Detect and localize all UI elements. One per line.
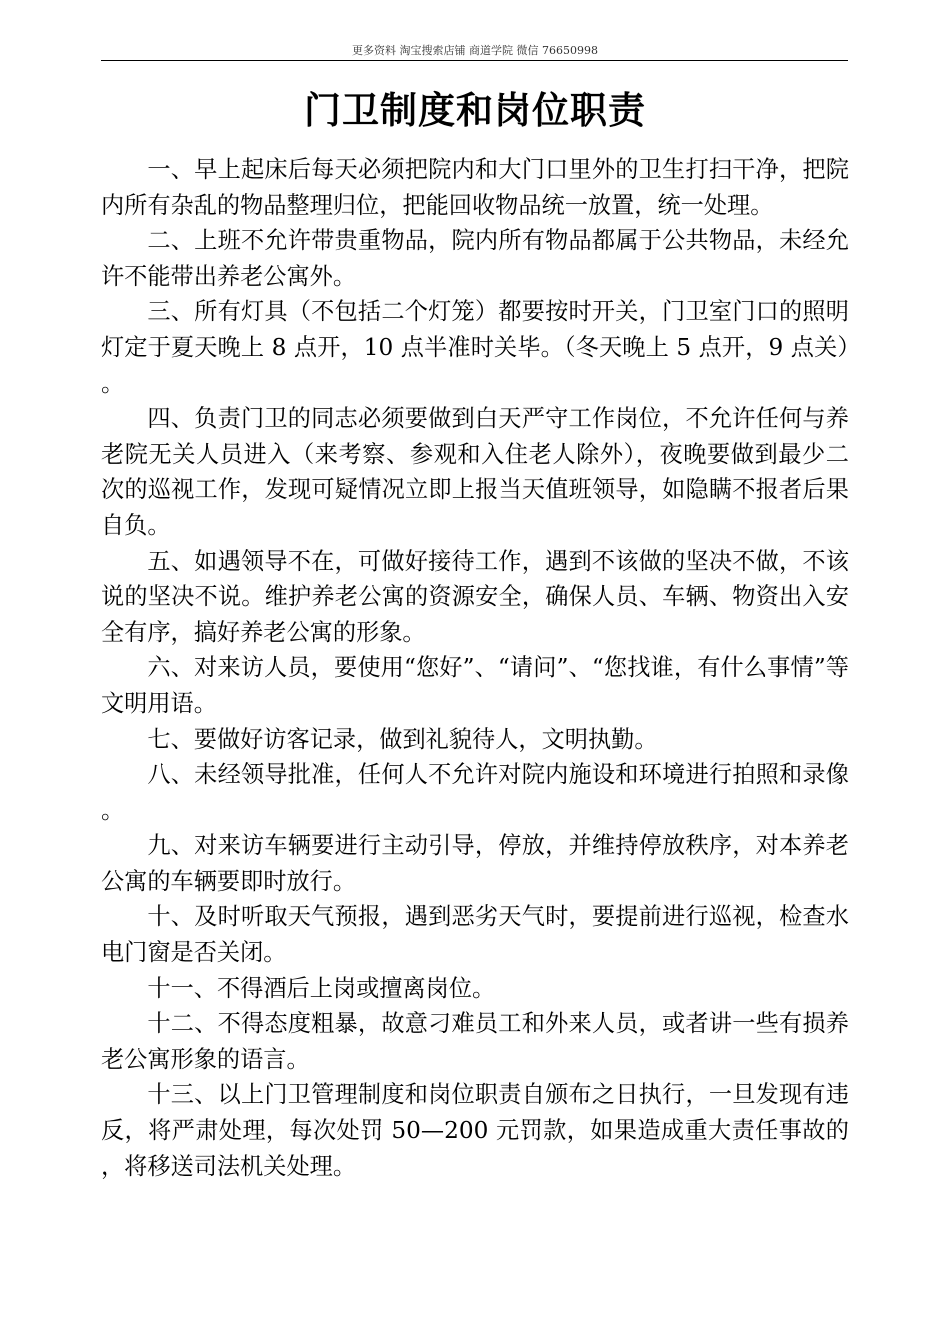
document-body <box>101 152 849 1184</box>
paragraph-5: 五、如遇领导不在，可做好接待工作，遇到不该做的坚决不做，不该说的坚决不说。维护养老公寓的资源安全，确保人员、车辆、物资出入安全有序，搞好养老公寓的形象。 <box>101 547 849 646</box>
paragraph-12: 十二、不得态度粗暴，故意刁难员工和外来人员，或者讲一些有损养老公寓形象的语言。 <box>101 1010 849 1073</box>
paragraph-13: 十三、以上门卫管理制度和岗位职责自颁布之日执行，一旦发现有违反，将严肃处理，每次处罚 50—200 元罚款，如果造成重大责任事故的，将移送司法机关处理。 <box>101 1081 849 1180</box>
page-header: 更多资料 淘宝搜索店铺 商道学院 微信 76650998 <box>352 44 598 57</box>
document-title: 门卫制度和岗位职责 <box>304 89 646 132</box>
paragraph-11: 十一、不得酒后上岗或擅离岗位。 <box>147 974 496 1002</box>
header-divider <box>101 60 848 61</box>
paragraph-10: 十、及时听取天气预报，遇到恶劣天气时，要提前进行巡视，检查水电门窗是否关闭。 <box>101 903 849 967</box>
paragraph-2: 二、上班不允许带贵重物品，院内所有物品都属于公共物品，未经允许不能带出养老公寓外。 <box>101 227 849 290</box>
paragraph-7: 七、要做好访客记录，做到礼貌待人，文明执勤。 <box>147 725 658 753</box>
paragraph-1: 一、早上起床后每天必须把院内和大门口里外的卫生打扫干净，把院内所有杂乱的物品整理归位，把能回收物品统一放置，统一处理。 <box>101 156 849 219</box>
paragraph-9: 九、对来访车辆要进行主动引导，停放，并维持停放秩序，对本养老公寓的车辆要即时放行。 <box>101 832 849 895</box>
paragraph-3: 三、所有灯具（不包括二个灯笼）都要按时开关，门卫室门口的照明灯定于夏天晚上 8 点开，10 点半准时关毕。（冬天晚上 5 点开，9 点关）。 <box>101 298 849 397</box>
paragraph-4: 四、负责门卫的同志必须要做到白天严守工作岗位，不允许任何与养老院无关人员进入（来考察、参观和入住老人除外），夜晚要做到最少二次的巡视工作，发现可疑情况立即上报当天值班领导，如隐瞒不报者后果自负。 <box>101 405 849 539</box>
paragraph-6: 六、对来访人员，要使用“您好”、“请问”、“您找谁，有什么事情”等文明用语。 <box>101 654 849 717</box>
paragraph-8: 八、未经领导批准，任何人不允许对院内施设和环境进行拍照和录像。 <box>101 761 849 824</box>
